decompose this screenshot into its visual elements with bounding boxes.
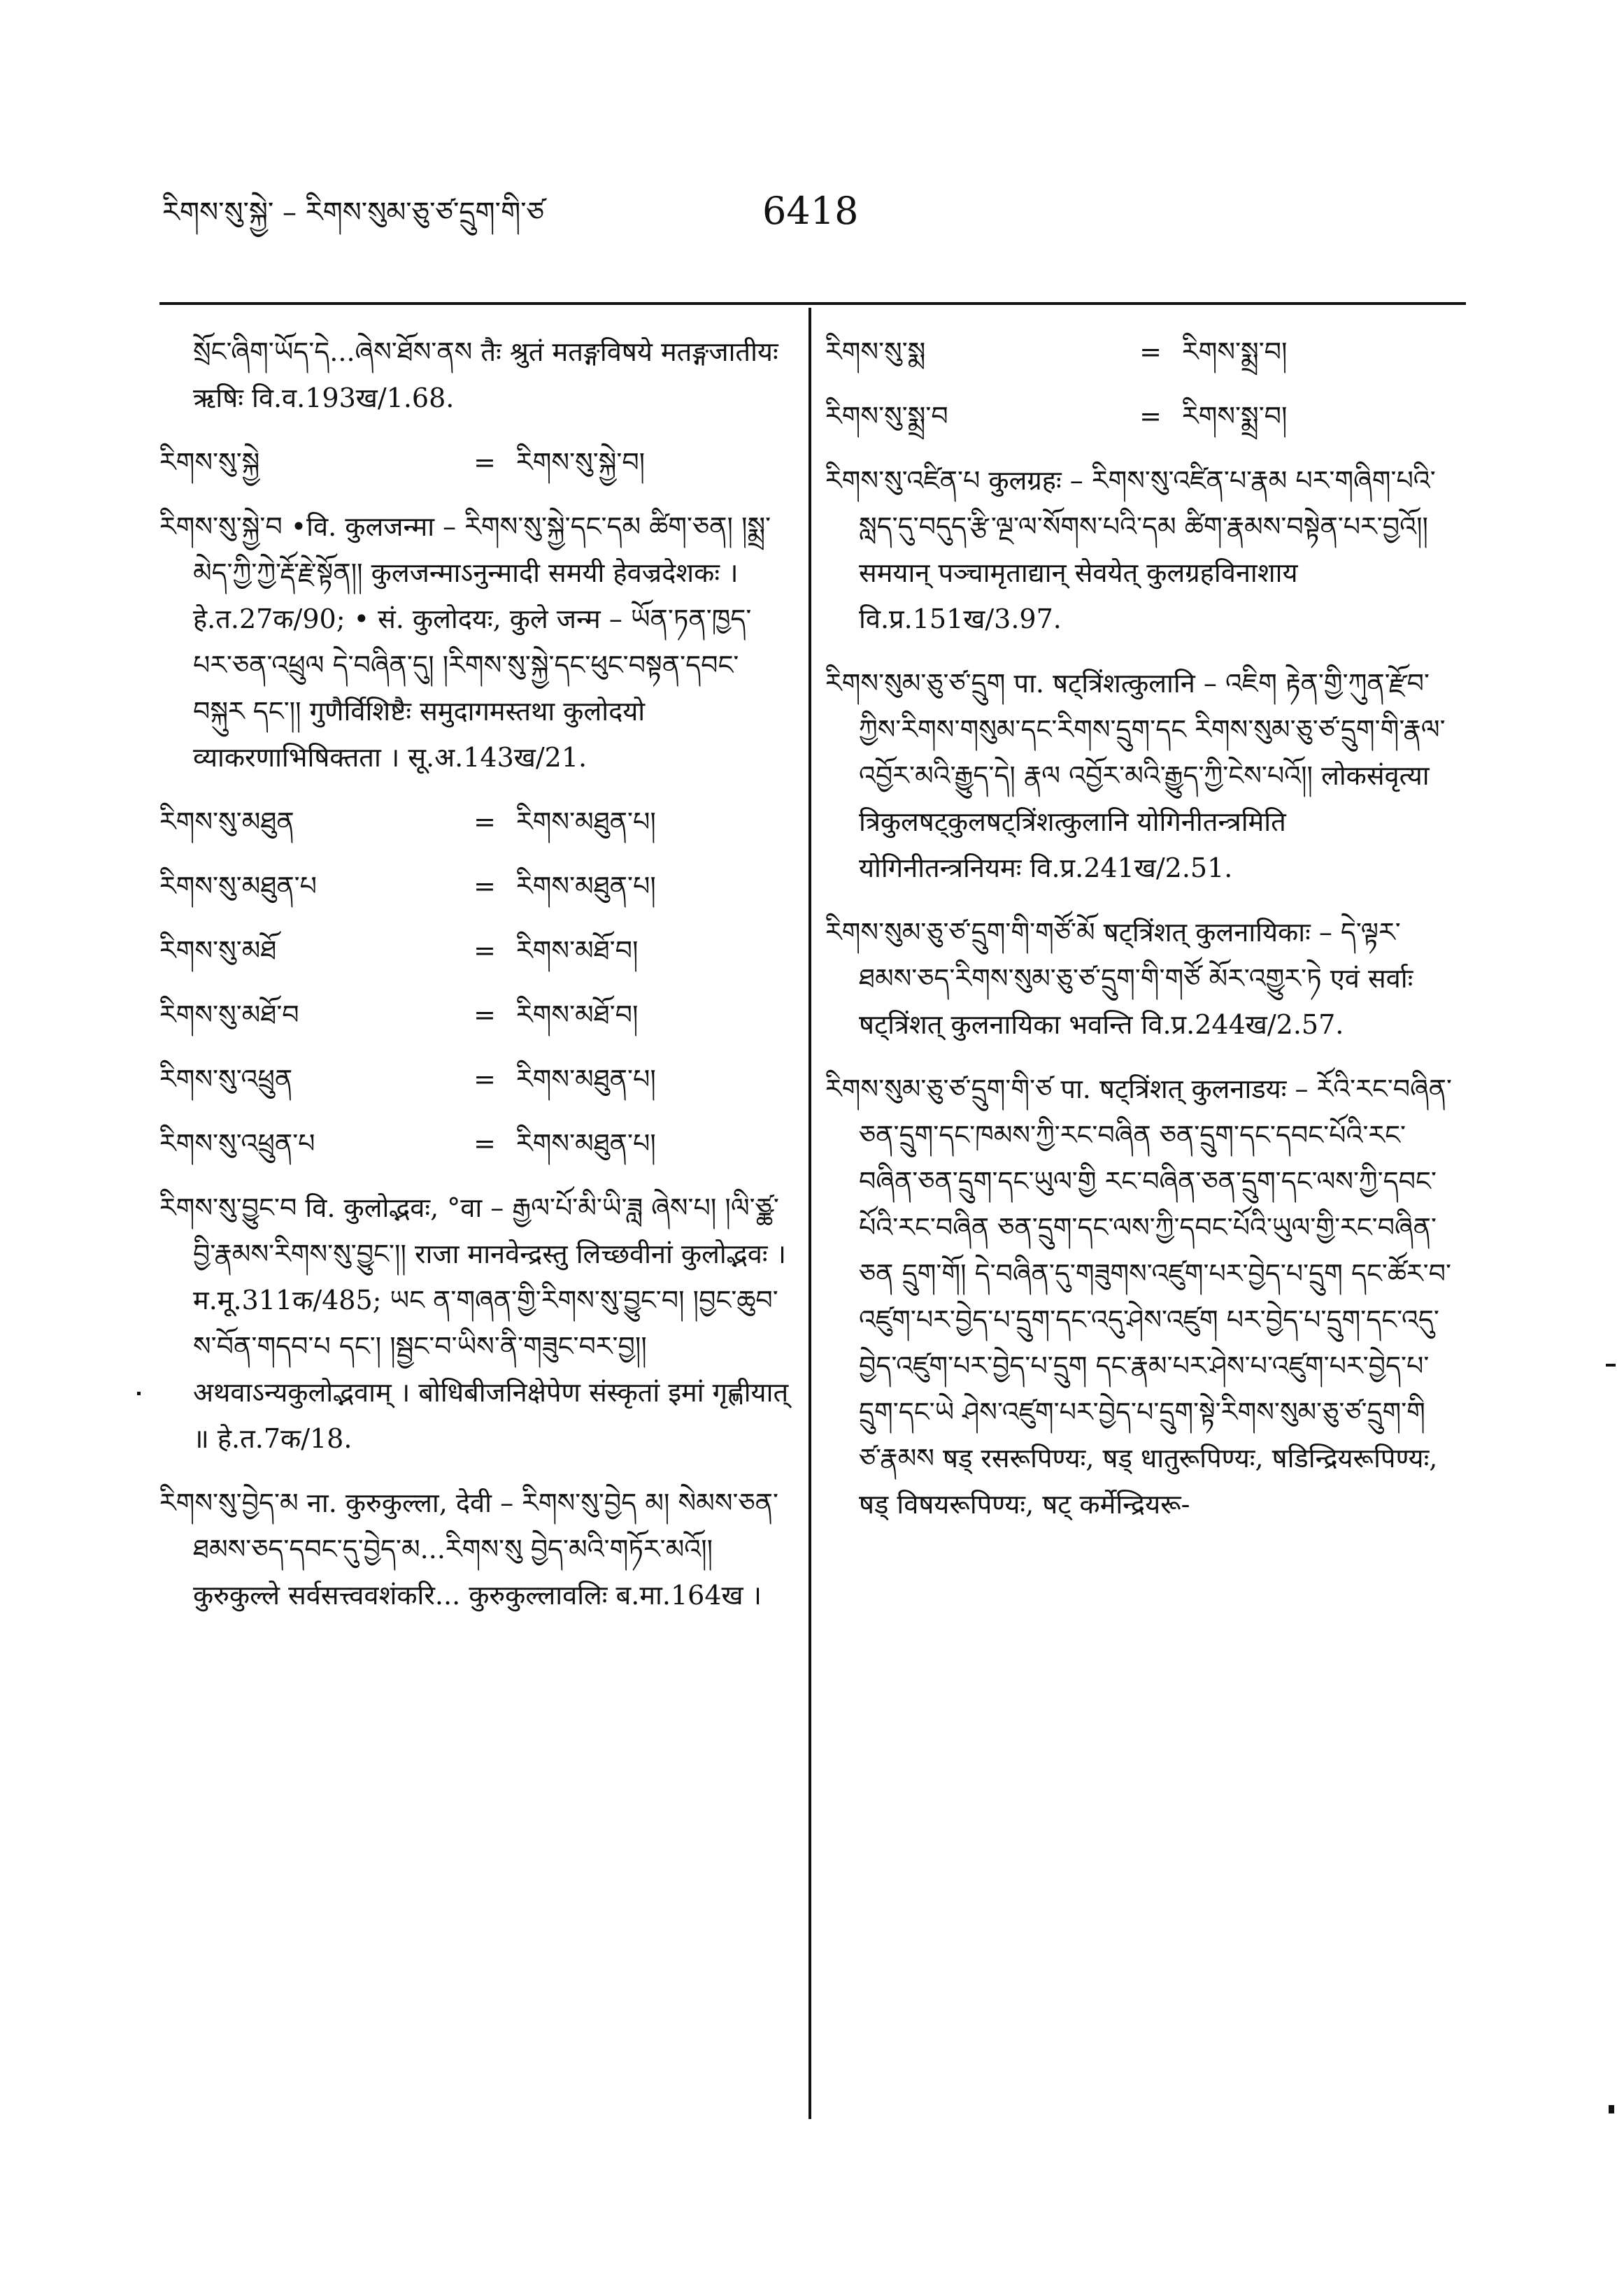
headword: རིགས་སུ་མཐོ་བ [159,999,299,1030]
dictionary-entry: རིགས་སུམ་ཅུ་ཙ་དྲུག पा. षट्त्रिंशत्कुलानि – འཇིག རྟེན་གྱི་ཀུན་རྫོབ་ཀྱིས་རིགས་གསུམ་དང་རིགས་དྲུག་དང རིགས་སུམ་ཅུ་ཙ་དྲུག་གི་རྣལ་འབྱོར་མའི་རྒྱུད་དེ། རྣལ འབྱོར་མའི་རྒྱུད་ཀྱི་ངེས་པའོ།། लोकसंवृत्या त्रिकुलषट्कुलषट्त्रिंशत्कुलानि योगिनीतन्त्रमिति योगिनीतन्त्रनियमः वि.प्र.241ख/2.51. [825,668,1446,883]
dictionary-entry: རིགས་སུམ་ཅུ་ཙ་དྲུག་གི་གཙོ་མོ षट्त्रिंशत् कुलनायिकाः – དེ་ལྟར་ཐམས་ཅད་རིགས་སུམ་ཅུ་ཙ་དྲུག་གི་གཙོ མོར་འགྱུར་ཏེ एवं सर्वाः षट्त्रिंशत् कुलनायिका भवन्ति वि.प्र.244ख/2.57. [825,917,1413,1040]
left-column [159,329,789,1637]
headword: རིགས་སུ་འཕྲུན [159,1064,293,1094]
cross-reference-target: རིགས་མཐོ་བ། [516,935,639,966]
page-number: 6418 [762,189,859,233]
dictionary-entry: རིགས་སུམ་ཅུ་ཙ་དྲུག་གི་ཙ पा. षट्त्रिंशत् कुलनाडयः – རོའི་རང་བཞིན་ཅན་དྲུག་དང་ཁམས་ཀྱི་རང་བཞིན ཅན་དྲུག་དང་དབང་པོའི་རང་བཞིན་ཅན་དྲུག་དང་ཡུལ་གྱི རང་བཞིན་ཅན་དྲུག་དང་ལས་ཀྱི་དབང་པོའི་རང་བཞིན ཅན་དྲུག་དང་ལས་ཀྱི་དབང་པོའི་ཡུལ་གྱི་རང་བཞིན་ཅན དྲུག་གོ། དེ་བཞིན་དུ་གཟུགས་འཛུག་པར་བྱེད་པ་དྲུག དང་ཚོར་བ་འཛུག་པར་བྱེད་པ་དྲུག་དང་འདུ་ཤེས་འཛུག པར་བྱེད་པ་དྲུག་དང་འདུ་བྱེད་འཛུག་པར་བྱེད་པ་དྲུག དང་རྣམ་པར་ཤེས་པ་འཛུག་པར་བྱེད་པ་དྲུག་དང་ཡེ ཤེས་འཛུག་པར་བྱེད་པ་དྲུག་སྟེ་རིགས་སུམ་ཅུ་ཙ་དྲུག་གི ཙ་རྣམས षड् रसरूपिण्यः, षड् धातुरूपिण्यः, षडिन्द्रियरूपिण्यः, षड् विषयरूपिण्यः, षट् कर्मेन्द्रियरू- [825,1074,1453,1520]
cross-reference-entry [825,329,1455,375]
cross-reference-target: རིགས་མཐོ་བ། [516,999,639,1030]
cross-reference-entry [159,927,789,974]
dictionary-entry: རིགས་སུ་འཛིན་པ कुलग्रहः – རིགས་སུ་འཛིན་པ་རྣམ པར་གཞིག་པའི་སླད་དུ་བདུད་རྩི་ལྔ་ལ་སོགས་པའི་དམ ཚིག་རྣམས་བསྟེན་པར་བྱའོ།། समयान् पञ्चामृताद्यान् सेवयेत् कुलग्रहविनाशाय वि.प्र.151ख/3.97. [825,465,1436,634]
cross-reference-entry [159,1120,789,1167]
headword: རིགས་སུ་མཐོ [159,935,277,966]
cross-reference-entry [159,439,789,485]
equals-sign: = [473,999,496,1030]
right-column [825,329,1455,1546]
equals-sign: = [1139,336,1162,367]
headword: རིགས་སུ་སྨ [825,336,926,367]
cross-reference-target: རིགས་མཐུན་པ། [516,806,656,837]
equals-sign: = [473,871,496,901]
headword: རིགས་སུ་སྨྲ་བ [825,401,948,432]
headword: རིགས་སུ་མཐུན [159,806,294,837]
dictionary-entry: རིགས་སུ་སྐྱེ་བ •वि. कुलजन्मा – རིགས་སུ་སྐྱེ་དང་དམ ཚིག་ཅན། །སྨྲ་མེད་ཀྱི་ཀྱེ་རྡོ་རྗེ་སྟོན།། कुलजन्माऽनुन्मादी समयी हेवज्रदेशकः । हे.त.27क/90; • सं. कुलोदयः, कुले जन्म – ཡོན་ཏན་ཁྱད་པར་ཅན་འཕྲུལ དེ་བཞིན་དུ། །རིགས་སུ་སྐྱེ་དང་ཕུང་བསྟན་དབང་བསྐུར དང་།། गुणैर्विशिष्टैः समुदागमस्तथा कुलोदयो व्याकरणाभिषिक्तता । सू.अ.143ख/21. [159,511,771,773]
headword: རིགས་སུ་མཐུན་པ [159,871,317,901]
cross-reference-target: རིགས་མཐུན་པ། [516,1064,656,1094]
equals-sign: = [473,806,496,837]
margin-mark [137,1392,141,1395]
cross-reference-target: རིགས་མཐུན་པ། [516,871,656,901]
header-rule [159,302,1466,305]
running-head: རིགས་སུ་སྐྱེ་ – རིགས་སུམ་ཅུ་ཙ་དྲུག་གི་ཙ [162,197,545,229]
equals-sign: = [473,935,496,966]
equals-sign: = [473,1064,496,1094]
column-divider [809,308,811,2119]
dictionary-entry: རིགས་སུ་བྱུང་བ वि. कुलोद्भवः, °वा – རྒྱལ་པོ་མི་ཡི་ཟླ ཞེས་པ། །ལི་ཙྪ་བྱི་རྣམས་རིགས་སུ་བྱུང་།། राजा मानवेन्द्रस्तु लिच्छवीनां कुलोद्भवः । म.मू.311क/485; ཡང ན་གཞན་གྱི་རིགས་སུ་བྱུང་བ། །བྱང་ཆུབ་ས་བོན་གདབ་པ དང་། །སྦྱང་བ་ཡིས་ནི་གཟུང་བར་བྱ།། अथवाऽन्यकुलोद्भवाम् । बोधिबीजनिक्षेपेण संस्कृतां इमां गृह्णीयात् ॥ हे.त.7क/18. [159,1192,789,1454]
margin-mark [1609,2105,1614,2113]
equals-sign: = [1139,401,1162,432]
cross-reference-entry [159,1056,789,1102]
headword: རིགས་སུ་སྐྱེ [159,447,260,478]
equals-sign: = [473,447,496,478]
cross-reference-entry [825,393,1455,439]
cross-reference-target: རིགས་སུ་སྐྱེ་བ། [516,447,646,478]
cross-reference-target: རིགས་མཐུན་པ། [516,1128,656,1159]
cross-reference-target: རིགས་སྨྲ་བ། [1182,401,1288,432]
cross-reference-entry [159,863,789,909]
cross-reference-entry [159,992,789,1038]
continued-entry: སྲོང་ཞིག་ཡོད་དེ...ཞེས་ཐོས་ནས तैः श्रुतं मतङ्गविषये मतङ्गजातीयः ऋषिः वि.व.193ख/1.68. [193,336,778,413]
margin-mark [1606,1364,1616,1367]
equals-sign: = [473,1128,496,1159]
dictionary-entry: རིགས་སུ་བྱེད་མ ना. कुरुकुल्ला, देवी – རིགས་སུ་བྱེད མ། སེམས་ཅན་ཐམས་ཅད་དབང་དུ་བྱེད་མ...རིགས་སུ བྱེད་མའི་གཏོར་མའོ།། कुरुकुल्ले सर्वसत्त्ववशंकरि... कुरुकुल्लावलिः ब.मा.164ख । [159,1488,778,1611]
headword: རིགས་སུ་འཕྲུན་པ [159,1128,315,1159]
cross-reference-target: རིགས་སྨྲ་བ། [1182,336,1288,367]
cross-reference-entry [159,799,789,845]
